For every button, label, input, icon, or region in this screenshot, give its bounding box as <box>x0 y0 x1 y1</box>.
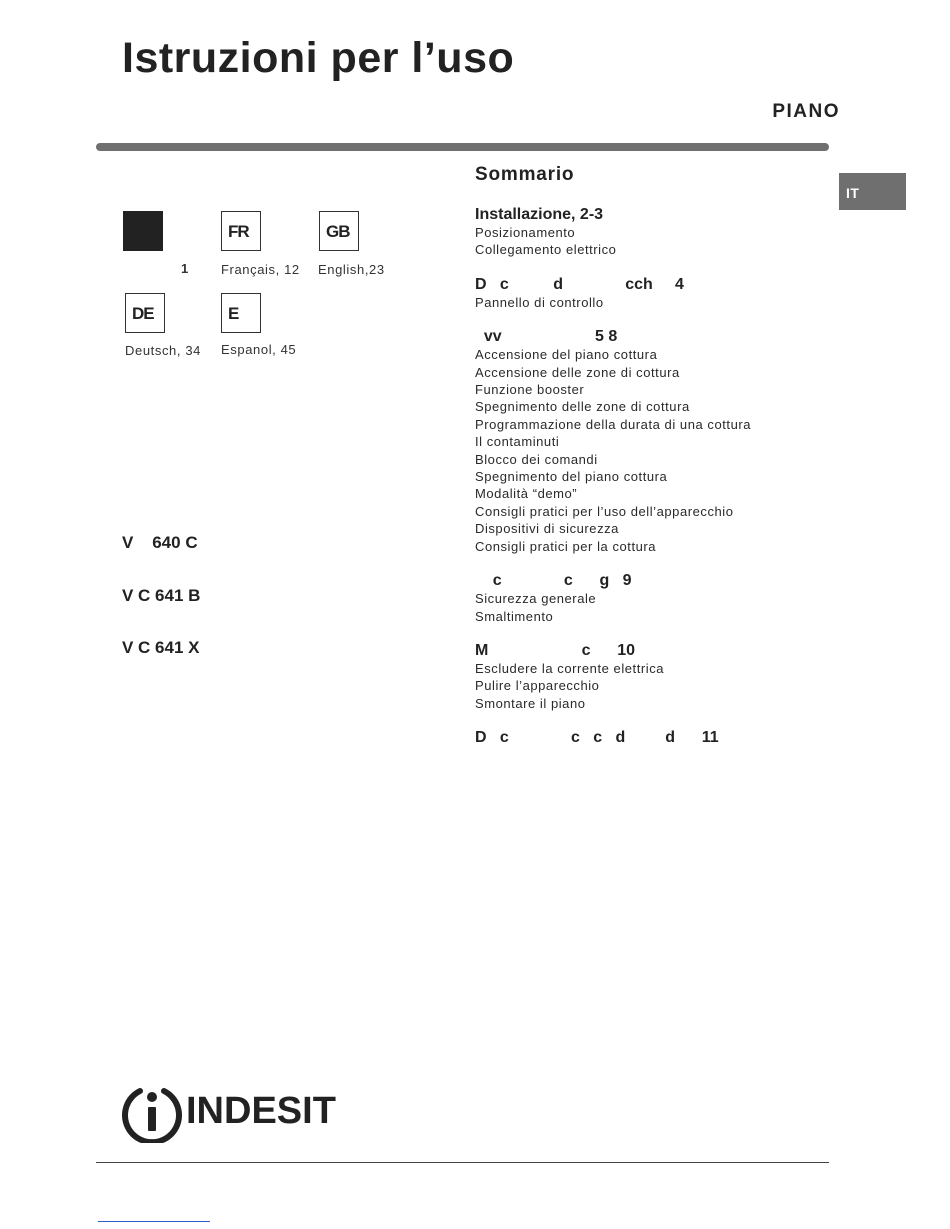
toc-section <box>475 275 835 311</box>
toc-item: Funzione booster <box>475 382 585 398</box>
language-box-fr: FR <box>221 211 261 251</box>
toc-item: Spegnimento del piano cottura <box>475 469 668 485</box>
toc-section <box>475 641 835 712</box>
model-name: V C 641 B <box>122 585 201 605</box>
toc-item: Programmazione della durata di una cottura <box>475 416 752 432</box>
language-box-it <box>123 211 163 251</box>
indesit-logo-icon <box>122 1083 182 1143</box>
language-tab: IT <box>839 173 906 210</box>
toc-item: Consigli pratici per la cottura <box>475 538 657 554</box>
toc-section-heading: M c 10 <box>475 641 636 659</box>
table-of-contents <box>475 164 835 763</box>
toc-item: Sicurezza generale <box>475 591 597 607</box>
document-title: Istruzioni per l’uso <box>122 34 515 82</box>
model-list <box>122 499 200 674</box>
toc-section-heading: D c d cch 4 <box>475 275 684 293</box>
language-caption-de: Deutsch, 34 <box>125 343 201 358</box>
toc-section <box>475 728 835 747</box>
language-caption-it: 1 <box>181 261 189 276</box>
toc-item: Consigli pratici per l’uso dell’apparecchio <box>475 503 734 519</box>
footer-divider <box>96 1162 829 1163</box>
toc-section <box>475 571 835 625</box>
toc-item: Smontare il piano <box>475 695 586 711</box>
toc-item: Escludere la corrente elettrica <box>475 660 665 676</box>
model-name: V 640 C <box>122 533 198 552</box>
toc-section-heading: Installazione, 2-3 <box>475 206 604 223</box>
toc-item: Spegnimento delle zone di cottura <box>475 399 690 415</box>
toc-item: Pannello di controllo <box>475 294 604 310</box>
language-caption-fr: Français, 12 <box>221 262 300 277</box>
language-box-de: DE <box>125 293 165 333</box>
language-box-es: E <box>221 293 261 333</box>
toc-item: Modalità “demo” <box>475 486 578 502</box>
toc-item: Accensione del piano cottura <box>475 347 658 363</box>
toc-section <box>475 327 835 555</box>
toc-item: Pulire l’apparecchio <box>475 678 600 694</box>
toc-title: Sommario <box>475 164 575 185</box>
header-divider <box>96 143 829 151</box>
toc-item: Smaltimento <box>475 608 554 624</box>
toc-section-heading: vv 5 8 <box>475 328 618 346</box>
toc-item: Accensione delle zone di cottura <box>475 364 680 380</box>
toc-item: Collegamento elettrico <box>475 242 617 258</box>
toc-section-heading: c c g 9 <box>475 572 632 590</box>
model-name: V C 641 X <box>122 638 200 657</box>
toc-section <box>475 205 835 259</box>
language-caption-es: Espanol, 45 <box>221 342 297 357</box>
toc-item: Posizionamento <box>475 225 576 240</box>
language-caption-gb: English,23 <box>318 262 385 277</box>
toc-item: Blocco dei comandi <box>475 451 598 467</box>
link-underline <box>98 1221 210 1222</box>
toc-item: Il contaminuti <box>475 434 560 450</box>
toc-section-heading: D c c c d d 11 <box>475 729 719 747</box>
toc-item: Dispositivi di sicurezza <box>475 521 619 537</box>
language-box-gb: GB <box>319 211 359 251</box>
product-type: PIANO <box>772 101 840 122</box>
brand-name: INDESIT <box>186 1090 336 1132</box>
